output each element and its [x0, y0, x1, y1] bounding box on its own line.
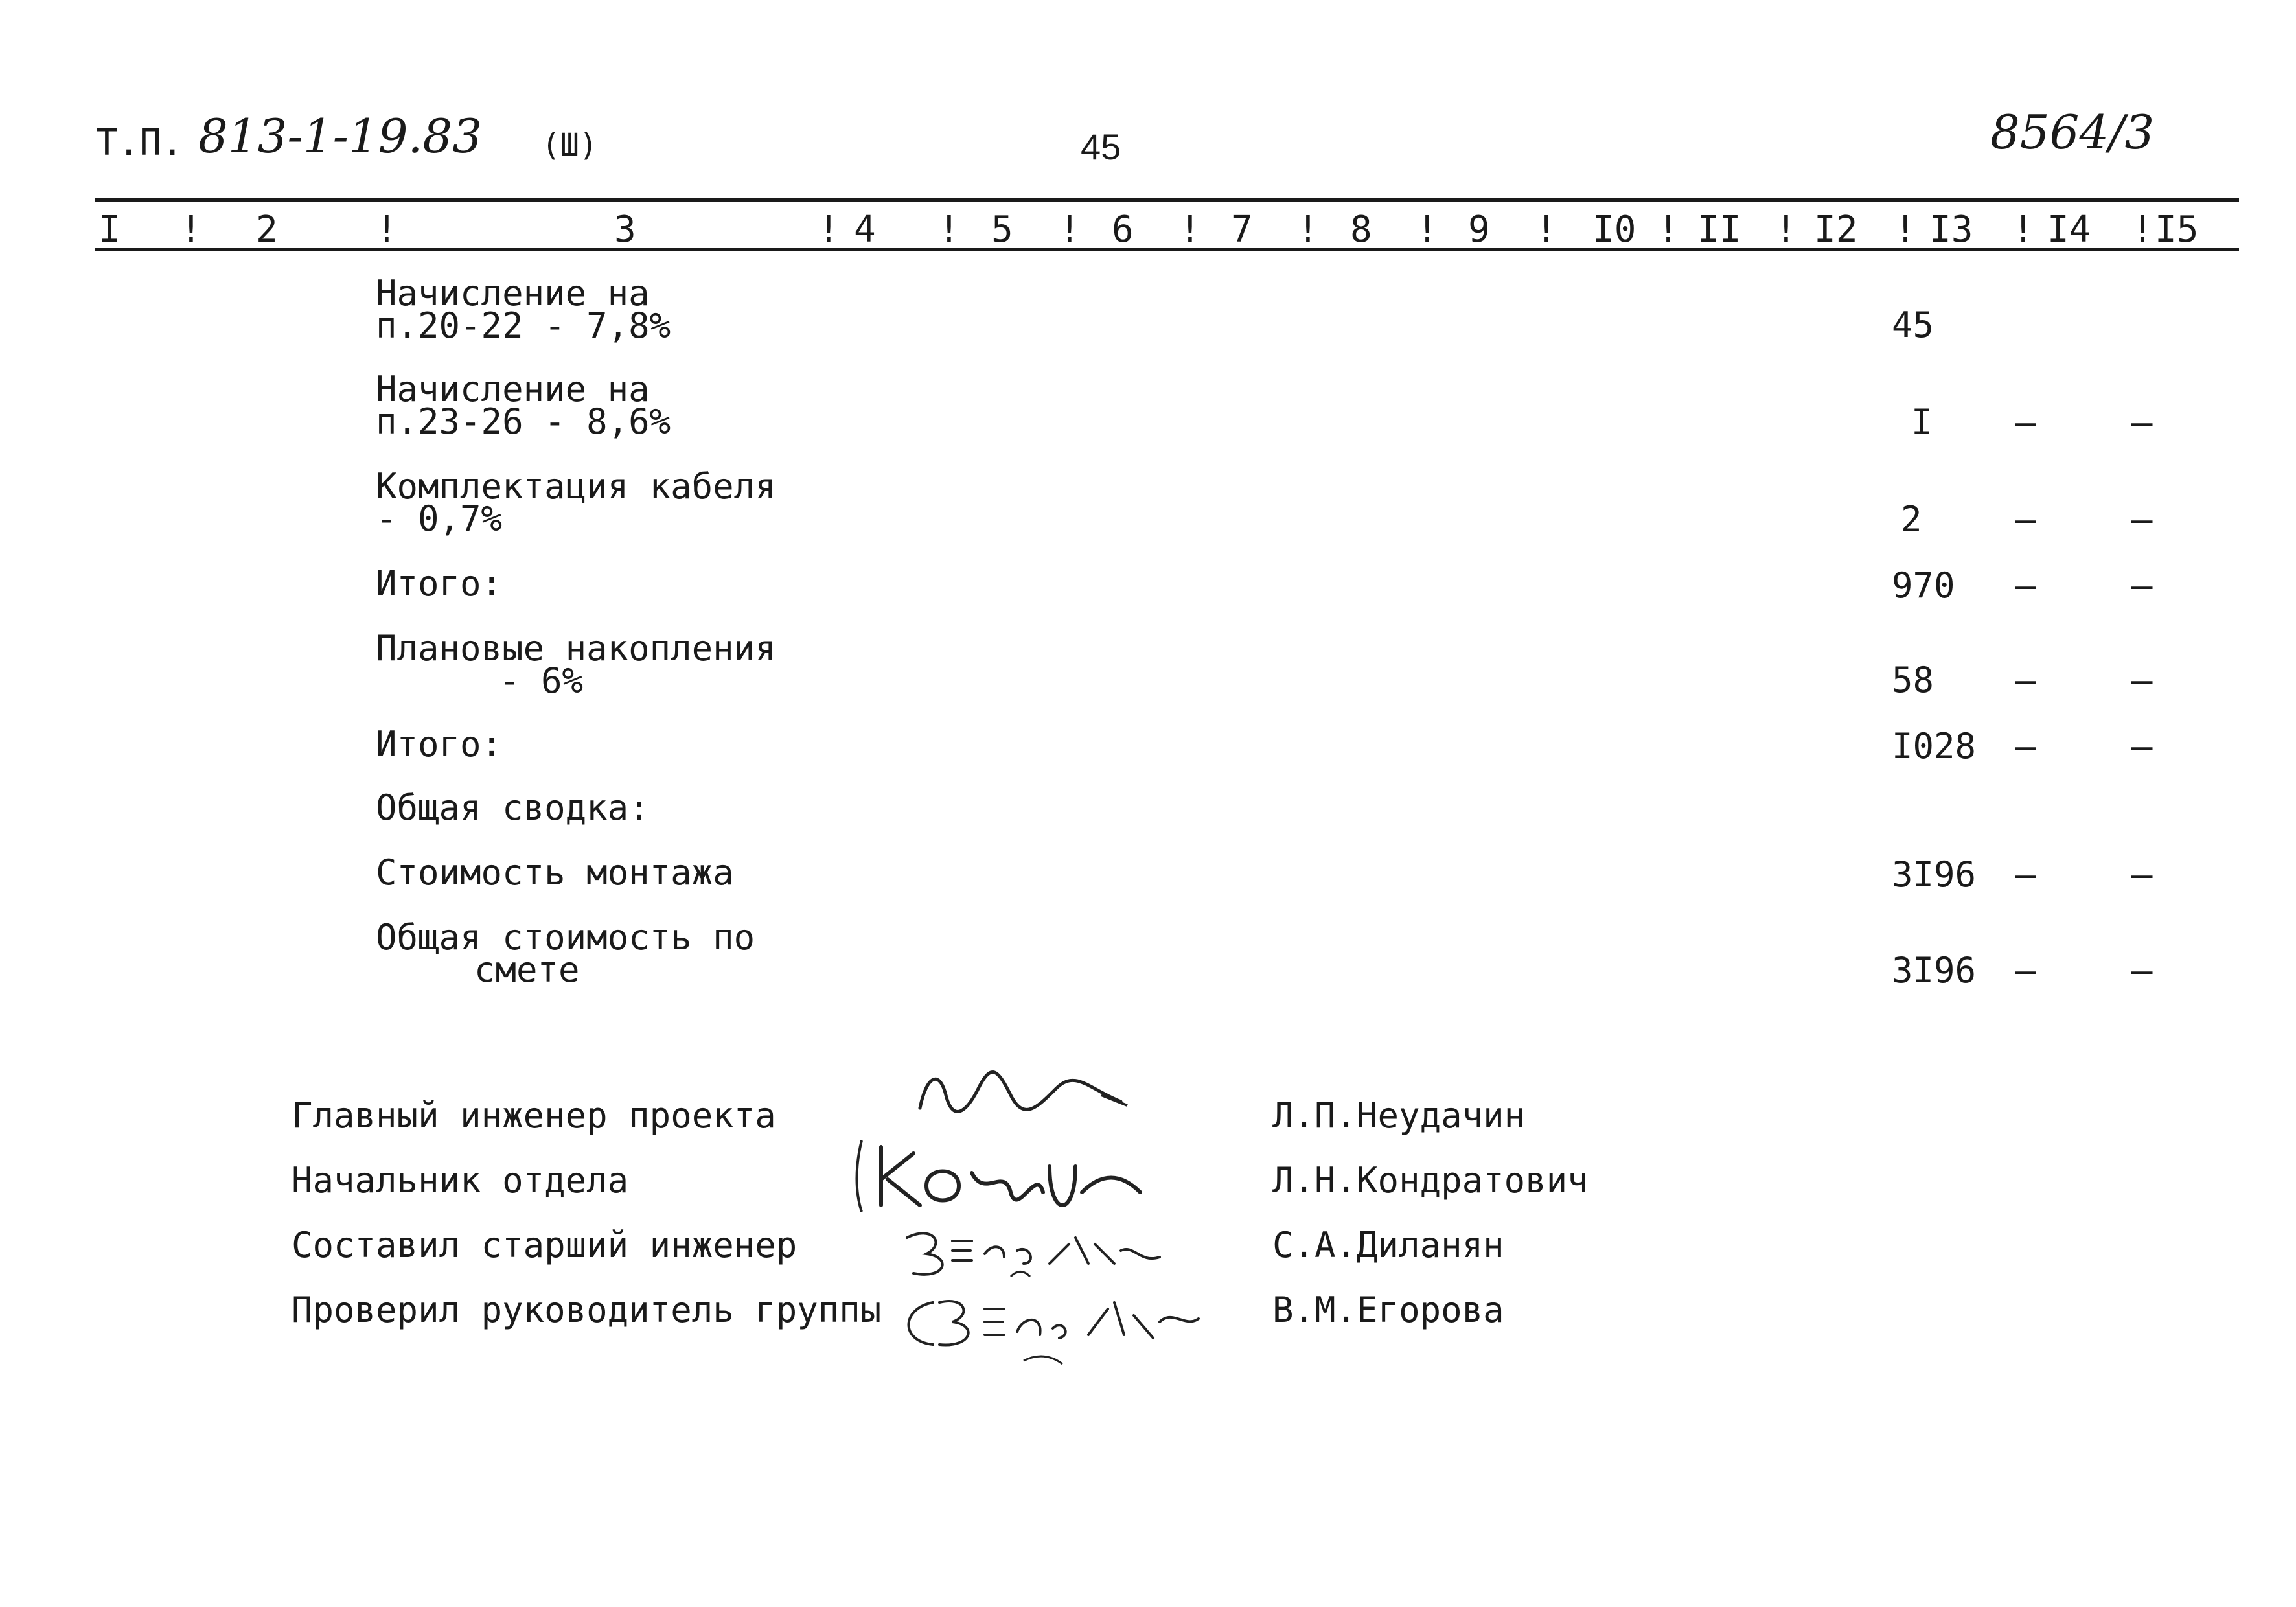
description-line: Начисление на — [376, 369, 650, 410]
description-line: п.20-22 - 7,8% — [376, 305, 671, 346]
column-separator: ! — [180, 209, 202, 251]
column-number: 6 — [1112, 209, 1134, 251]
description-line: Итого: — [376, 563, 503, 604]
cell-col14: – — [2015, 660, 2036, 700]
column-separator: ! — [938, 209, 960, 251]
description-line: Итого: — [376, 724, 503, 765]
cell-col15: – — [2131, 854, 2153, 895]
row-description — [376, 563, 503, 604]
column-number: II — [1697, 209, 1741, 251]
cell-col13: 58 — [1892, 660, 1934, 700]
column-separator: ! — [376, 209, 398, 251]
row-description — [376, 273, 671, 346]
column-separator: ! — [1059, 209, 1081, 251]
signatory-title: Главный инженер проекта — [292, 1095, 776, 1136]
column-number: 5 — [991, 209, 1013, 251]
description-line: Стоимость монтажа — [376, 852, 734, 893]
cell-col14: – — [2015, 402, 2036, 443]
cell-col15: – — [2131, 660, 2153, 700]
column-separator: ! — [1416, 209, 1438, 251]
cell-col13: I028 — [1892, 726, 1977, 767]
row-description — [376, 917, 755, 990]
column-separator: ! — [1775, 209, 1797, 251]
row-description — [376, 628, 776, 701]
cell-col13: 3I96 — [1892, 950, 1977, 991]
column-number: 4 — [854, 209, 876, 251]
document-prefix: Т.П. — [96, 122, 183, 164]
column-separator: ! — [2012, 209, 2034, 251]
cell-col15: – — [2131, 950, 2153, 991]
cell-col14: – — [2015, 726, 2036, 767]
cell-col15: – — [2131, 499, 2153, 540]
column-number: I4 — [2047, 209, 2091, 251]
description-line: Комплектация кабеля — [376, 466, 776, 507]
column-separator: ! — [1179, 209, 1201, 251]
row-description — [376, 852, 734, 893]
column-separator: ! — [2131, 209, 2153, 251]
column-number: 2 — [256, 209, 278, 251]
document-number: 8564/3 — [1990, 105, 2155, 159]
header-bottom-rule — [95, 248, 2239, 251]
column-separator: ! — [1894, 209, 1916, 251]
description-line: п.23-26 - 8,6% — [376, 401, 671, 442]
column-number: 3 — [614, 209, 636, 251]
cell-col13: 3I96 — [1892, 854, 1977, 895]
signatory-name: В.М.Егорова — [1272, 1289, 1504, 1330]
page-number: 45 — [1081, 126, 1121, 167]
description-line: Общая сводка: — [376, 787, 650, 828]
column-number: I5 — [2155, 209, 2199, 251]
signatory-title: Начальник отдела — [292, 1160, 629, 1201]
row-description — [376, 724, 503, 765]
cell-col15: – — [2131, 726, 2153, 767]
project-code: 813-1-19.83 — [198, 109, 483, 163]
column-number: 7 — [1231, 209, 1253, 251]
column-number: 8 — [1350, 209, 1372, 251]
cell-col14: – — [2015, 854, 2036, 895]
signature-senior-engineer — [894, 1218, 1179, 1283]
signature-department-head — [842, 1127, 1153, 1225]
signatory-name: Л.П.Неудачин — [1272, 1095, 1526, 1136]
row-description — [376, 466, 776, 539]
cell-col13: 970 — [1892, 565, 1955, 606]
description-line: Общая стоимость по — [376, 917, 755, 958]
column-number: I3 — [1929, 209, 1973, 251]
column-separator: ! — [1657, 209, 1679, 251]
cell-col13: 45 — [1892, 305, 1934, 345]
row-description — [376, 369, 671, 442]
description-line: - 0,7% — [376, 498, 503, 539]
column-number: 9 — [1468, 209, 1490, 251]
signatory-name: Л.Н.Кондратович — [1272, 1160, 1589, 1201]
column-number: I2 — [1814, 209, 1858, 251]
column-separator: ! — [1297, 209, 1319, 251]
cell-col15: – — [2131, 565, 2153, 606]
signatory-title: Составил старший инженер — [292, 1225, 798, 1266]
description-line: Плановые накопления — [376, 628, 776, 669]
cell-col14: – — [2015, 565, 2036, 606]
description-line: Начисление на — [376, 273, 650, 314]
signatory-name: С.А.Диланян — [1272, 1225, 1504, 1266]
signature-group-leader — [894, 1283, 1205, 1374]
cell-col14: – — [2015, 950, 2036, 991]
description-line: смете — [474, 949, 580, 990]
cell-col14: – — [2015, 499, 2036, 540]
signature-chief-engineer — [907, 1050, 1140, 1127]
column-number: I0 — [1592, 209, 1636, 251]
signatory-title: Проверил руководитель группы — [292, 1289, 882, 1330]
column-number: I — [98, 209, 121, 251]
header-top-rule — [95, 198, 2239, 202]
sheet-label: (Ш) — [542, 127, 598, 163]
cell-col13: 2 — [1901, 499, 1922, 540]
row-description — [376, 787, 650, 828]
column-separator: ! — [1535, 209, 1557, 251]
cell-col13: I — [1911, 402, 1933, 443]
cell-col15: – — [2131, 402, 2153, 443]
description-line: - 6% — [499, 660, 584, 701]
column-separator: ! — [818, 209, 840, 251]
